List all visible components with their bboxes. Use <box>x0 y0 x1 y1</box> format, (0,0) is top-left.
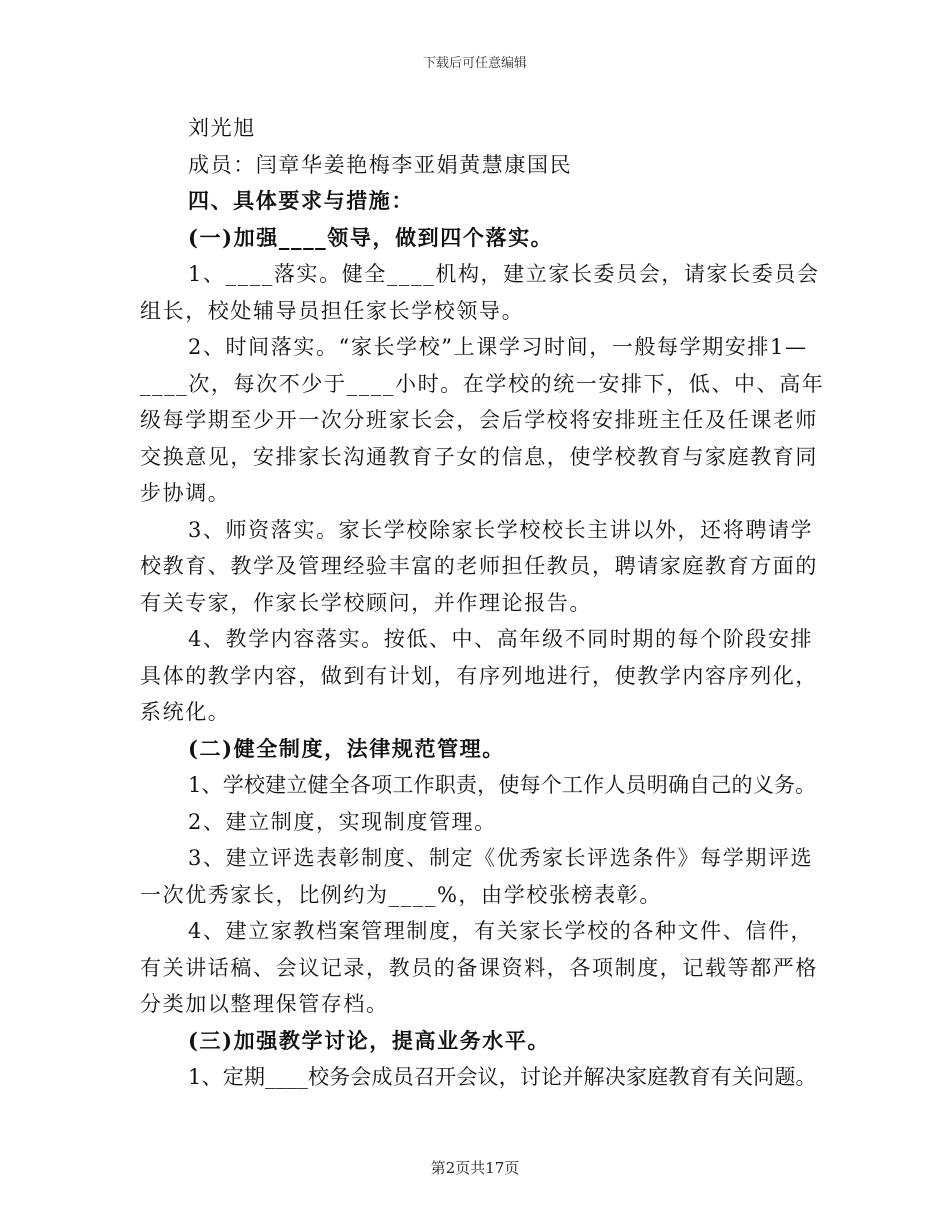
paragraph: 2、时间落实。“家长学校”上课学习时间，一般每学期安排1—____次，每次不少于____小时。在学校的统一安排下，低、中、高年级每学期至少开一次分班家长会，会后学校将安排班主任及任课老师交换意见，安排家长沟通教育子女的信息，使学校教育与家庭教育同步协调。 <box>140 335 825 505</box>
page-footer: 第2页共17页 <box>430 1159 520 1177</box>
section-heading: 四、具体要求与措施： <box>188 188 414 213</box>
page-header: 下载后可任意编辑 <box>422 56 527 71</box>
paragraph: 2、建立制度，实现制度管理。 <box>188 809 497 834</box>
paragraph: 1、学校建立健全各项工作职责，使每个工作人员明确自己的义务。 <box>188 773 817 797</box>
paragraph: 刘光旭 <box>188 116 256 140</box>
paragraph: 4、建立家教档案管理制度，有关家长学校的各种文件、信件，有关讲话稿、会议记录，教员的备课资料，各项制度，记载等都严格分类加以整理保管存档。 <box>140 919 818 1016</box>
subsection-heading: (二)健全制度，法律规范管理。 <box>188 735 505 761</box>
document-body <box>140 110 830 1096</box>
subsection-heading: (三)加强教学讨论，提高业务水平。 <box>188 1027 551 1053</box>
paragraph: 1、____落实。健全____机构，建立家长委员会，请家长委员会组长，校处辅导员担任家长学校领导。 <box>140 262 820 323</box>
paragraph: 3、师资落实。家长学校除家长学校校长主讲以外，还将聘请学校教育、教学及管理经验丰富的老师担任教员，聘请家庭教育方面的有关专家，作家长学校顾问，并作理论报告。 <box>140 517 818 615</box>
paragraph: 成员：闫章华姜艳梅李亚娟黄慧康国民 <box>188 152 573 177</box>
subsection-heading: (一)加强____领导，做到四个落实。 <box>188 224 554 250</box>
paragraph: 1、定期____校务会成员召开会议，讨论并解决家庭教育有关问题。 <box>188 1065 817 1089</box>
paragraph: 4、教学内容落实。按低、中、高年级不同时期的每个阶段安排具体的教学内容，做到有计划，有序列地进行，使教学内容序列化，系统化。 <box>140 627 818 724</box>
paragraph: 3、建立评选表彰制度、制定《优秀家长评选条件》每学期评选一次优秀家长，比例约为____%，由学校张榜表彰。 <box>140 846 814 907</box>
